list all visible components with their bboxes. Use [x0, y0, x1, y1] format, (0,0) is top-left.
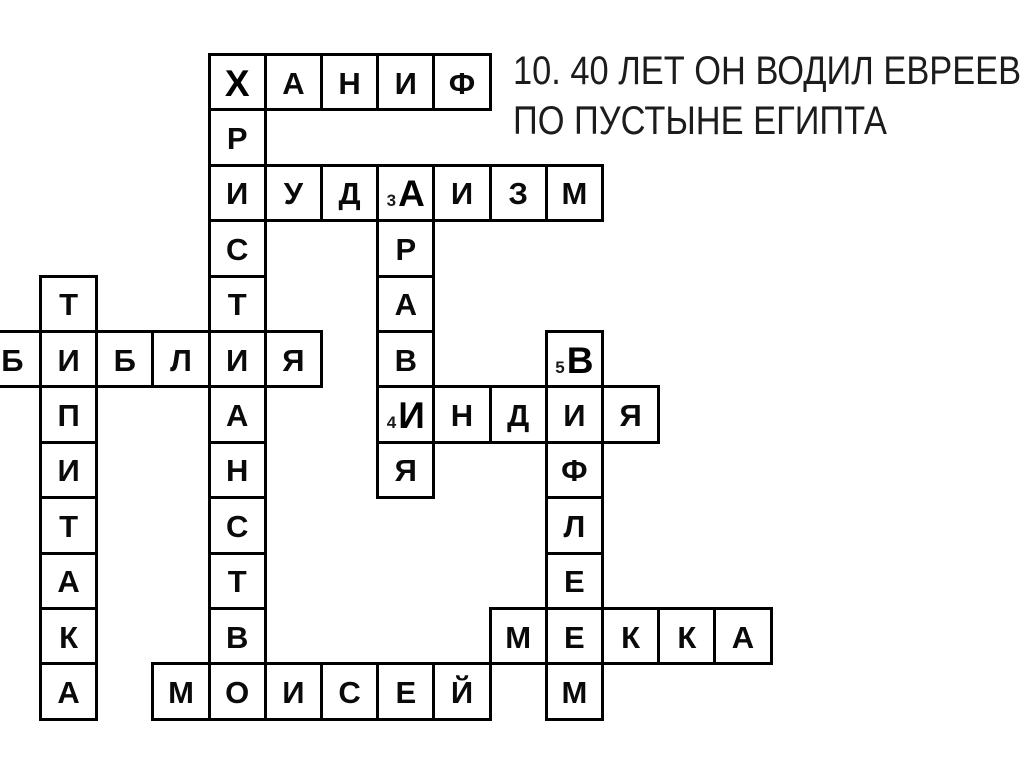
- cell-letter: К: [59, 619, 79, 655]
- grid-cell: [208, 496, 267, 554]
- cell-letter: Р: [395, 231, 417, 267]
- cell-letter: Х: [224, 62, 250, 104]
- cell-letter: И: [57, 453, 80, 489]
- grid-cell: [264, 662, 323, 720]
- grid-cell: [208, 219, 267, 277]
- grid-cell: [39, 330, 98, 388]
- cell-letter: А: [394, 287, 417, 323]
- cell-letter: М: [561, 176, 588, 212]
- grid-cell: [39, 607, 98, 665]
- grid-cell: [39, 552, 98, 610]
- cell-letter: Я: [394, 453, 417, 489]
- cell-letter: Р: [226, 121, 248, 157]
- cell-letter: И: [394, 65, 417, 101]
- cell-letter: Е: [395, 675, 417, 711]
- grid-cell: [376, 275, 435, 333]
- cell-letter: И: [226, 342, 249, 378]
- grid-cell: [208, 385, 267, 443]
- cell-letter: С: [225, 231, 249, 267]
- grid-cell: [208, 275, 267, 333]
- cell-letter: Б: [1, 342, 24, 378]
- cell-letter: К: [677, 619, 697, 655]
- grid-cell: [0, 330, 42, 388]
- cell-letter: И: [398, 395, 425, 437]
- cell-letter: И: [563, 398, 586, 434]
- grid-cell: [432, 164, 491, 222]
- grid-cell: [489, 164, 548, 222]
- cell-letter: Л: [170, 342, 192, 378]
- cell-letter: Й: [450, 675, 474, 711]
- grid-cell: [39, 275, 98, 333]
- grid-cell: [95, 330, 154, 388]
- cell-letter: В: [566, 339, 594, 381]
- grid-cell: [320, 164, 379, 222]
- cell-letter: Т: [227, 287, 247, 323]
- grid-cell: [545, 607, 604, 665]
- cell-letter: И: [282, 675, 305, 711]
- grid-cell: [489, 385, 548, 443]
- cell-letter: И: [226, 176, 249, 212]
- grid-cell: [545, 164, 604, 222]
- grid-cell: [545, 385, 604, 443]
- grid-cell: [545, 552, 604, 610]
- grid-cell: [713, 607, 772, 665]
- grid-cell: [39, 385, 98, 443]
- grid-cell: [601, 385, 660, 443]
- cell-letter: М: [505, 619, 532, 655]
- cell-letter: А: [731, 619, 755, 655]
- cell-letter: Д: [338, 176, 361, 212]
- grid-cell: [376, 164, 435, 222]
- grid-cell: [657, 607, 716, 665]
- cell-letter: А: [57, 675, 80, 711]
- grid-cell: [376, 662, 435, 720]
- grid-cell: [151, 662, 210, 720]
- grid-cell: [545, 330, 604, 388]
- grid-cell: [264, 53, 323, 111]
- grid-cell: [151, 330, 210, 388]
- cell-letter: Е: [564, 619, 585, 655]
- grid-cell: [545, 496, 604, 554]
- cell-clue-number: 4: [386, 413, 397, 433]
- cell-letter: Л: [563, 508, 586, 544]
- clue-text: [513, 46, 1021, 147]
- grid-cell: [208, 441, 267, 499]
- cell-letter: Т: [59, 287, 79, 323]
- cell-letter: Я: [282, 342, 305, 378]
- grid-cell: [376, 53, 435, 111]
- grid-cell: [601, 607, 660, 665]
- cell-letter: Ф: [561, 453, 588, 489]
- cell-clue-number: 5: [555, 357, 565, 377]
- cell-letter: С: [338, 675, 361, 711]
- cell-letter: В: [394, 342, 417, 378]
- grid-cell: [39, 662, 98, 720]
- grid-cell: [208, 330, 267, 388]
- grid-cell: [432, 385, 491, 443]
- grid-cell: [376, 219, 435, 277]
- grid-cell: [264, 164, 323, 222]
- grid-cell: [545, 662, 604, 720]
- cell-letter: А: [398, 173, 425, 215]
- grid-cell: [376, 385, 435, 443]
- grid-cell: [489, 607, 548, 665]
- cell-letter: О: [225, 675, 250, 711]
- cell-letter: Т: [227, 564, 247, 600]
- cell-letter: И: [57, 342, 80, 378]
- cell-clue-number: 3: [386, 191, 397, 211]
- cell-letter: Ф: [448, 65, 476, 101]
- grid-cell: [320, 662, 379, 720]
- grid-cell: [264, 330, 323, 388]
- cell-letter: С: [225, 508, 249, 544]
- grid-cell: [376, 441, 435, 499]
- grid-cell: [39, 441, 98, 499]
- grid-cell: [432, 662, 491, 720]
- cell-letter: Т: [59, 508, 79, 544]
- grid-cell: [208, 53, 267, 111]
- cell-letter: Е: [564, 564, 585, 600]
- cell-letter: М: [168, 675, 194, 711]
- cell-letter: И: [450, 176, 474, 212]
- cell-letter: К: [621, 619, 641, 655]
- cell-letter: П: [57, 398, 80, 434]
- grid-cell: [208, 607, 267, 665]
- cell-letter: В: [225, 619, 249, 655]
- cell-letter: А: [225, 398, 249, 434]
- cell-letter: Н: [338, 65, 361, 101]
- cell-letter: Я: [619, 398, 642, 434]
- grid-cell: [432, 53, 491, 111]
- cell-letter: З: [508, 176, 528, 212]
- cell-letter: У: [283, 176, 304, 212]
- cell-letter: Д: [507, 398, 530, 434]
- cell-letter: Н: [450, 398, 474, 434]
- grid-cell: [208, 108, 267, 166]
- grid-cell: [39, 496, 98, 554]
- clue-line-1: 10. 40 ЛЕТ ОН ВОДИЛ ЕВРЕЕВ: [513, 49, 1022, 93]
- cell-letter: Н: [225, 453, 249, 489]
- cell-letter: А: [282, 65, 305, 101]
- grid-cell: [208, 662, 267, 720]
- grid-cell: [208, 552, 267, 610]
- cell-letter: М: [561, 675, 588, 711]
- grid-cell: [376, 330, 435, 388]
- grid-cell: [545, 441, 604, 499]
- grid-cell: [208, 164, 267, 222]
- cell-letter: Б: [113, 342, 136, 378]
- clue-line-2: ПО ПУСТЫНЕ ЕГИПТА: [513, 99, 887, 144]
- grid-cell: [320, 53, 379, 111]
- cell-letter: А: [57, 564, 80, 600]
